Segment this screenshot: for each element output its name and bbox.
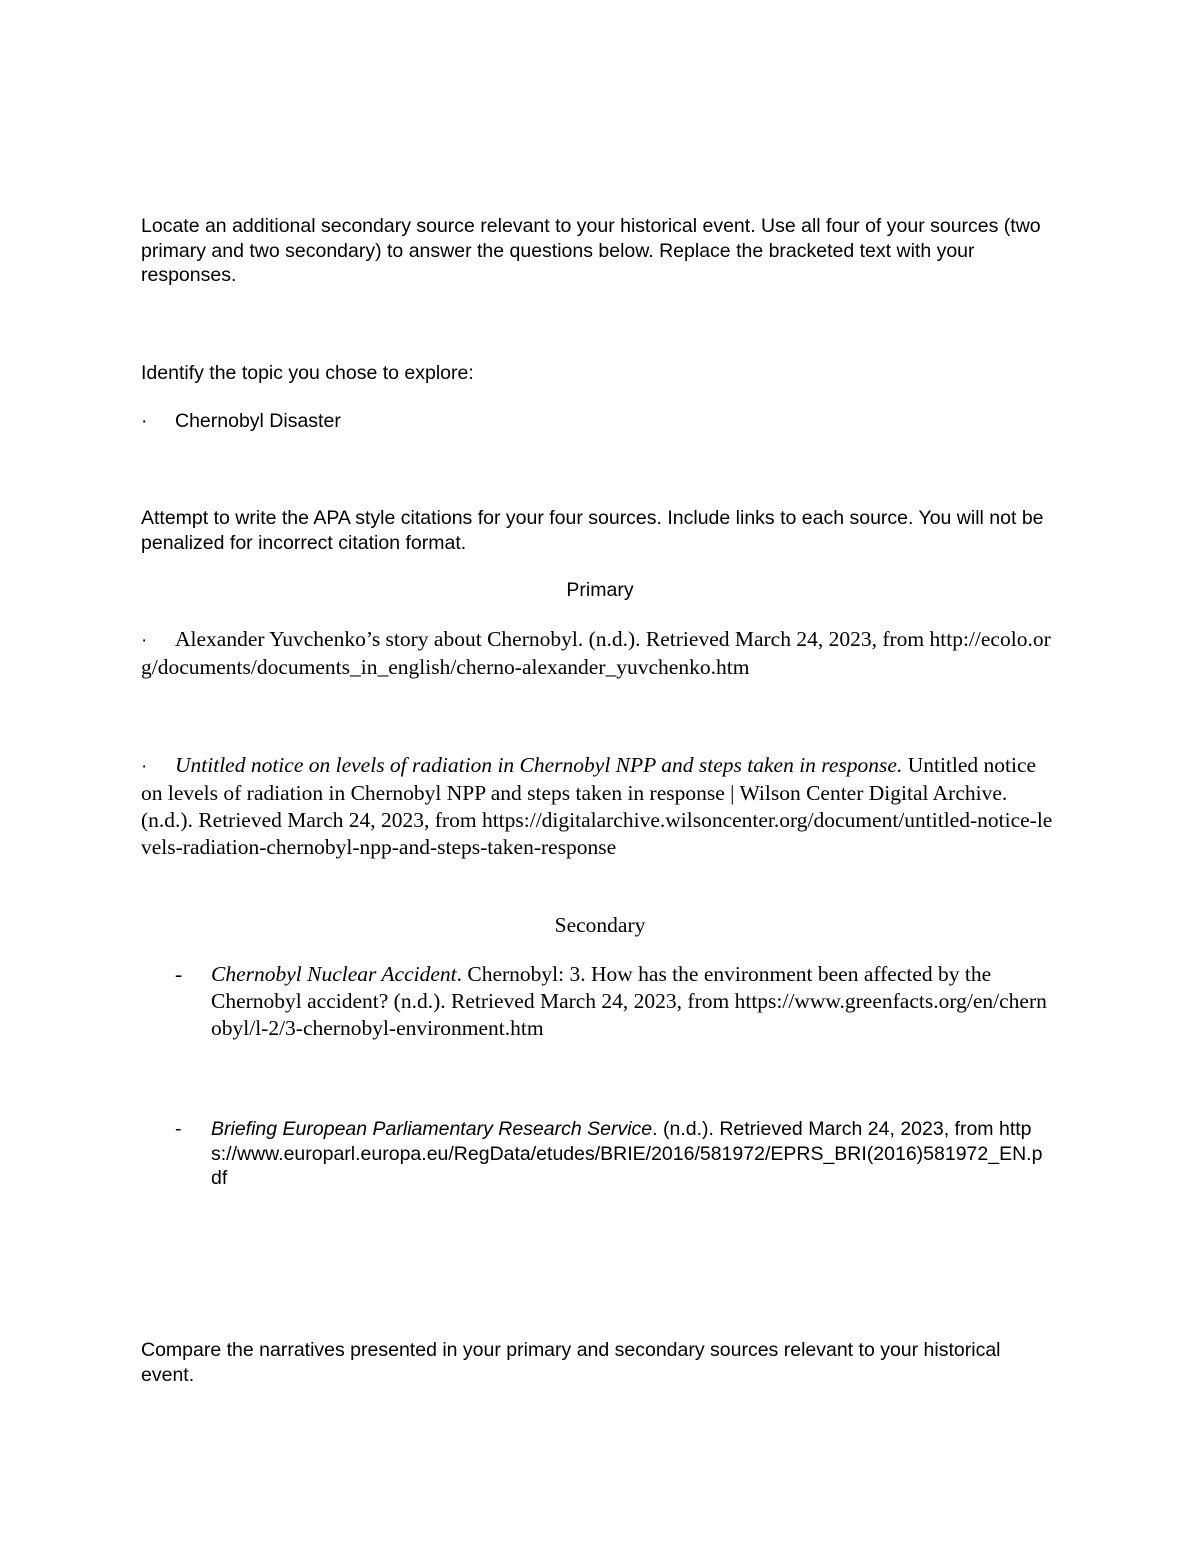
dash-marker: - [175, 962, 183, 986]
primary-citation-1-url[interactable]: http://ecolo.org/documents/documents_in_english/cherno-alexander_yuvchenko.htm [141, 627, 1051, 679]
bullet-dot: · [141, 410, 148, 432]
compare-prompt: Compare the narratives presented in your primary and secondary sources relevant to your historical event. [141, 1339, 1001, 1386]
dash-marker: - [175, 1118, 182, 1140]
secondary-citation-2-title: Briefing European Parliamentary Research Service [211, 1118, 653, 1140]
topic-prompt: Identify the topic you chose to explore: [141, 362, 474, 384]
bullet-dot: · [141, 630, 148, 651]
primary-citation-2-text: Untitled notice on levels of radiation in Chernobyl NPP and steps taken in response | Wilson Center Digital Archive. (n.d.). Retrieved March 24, 2023, from [141, 753, 1037, 832]
secondary-citation-1-url[interactable]: https://www.greenfacts.org/en/chernobyl/l-2/3-chernobyl-environment.htm [211, 989, 1047, 1040]
secondary-citation-2-text: . (n.d.). Retrieved March 24, 2023, from [652, 1118, 994, 1140]
secondary-citation-2 [175, 1117, 1050, 1191]
citations-prompt: Attempt to write the APA style citations for your four sources. Include links to each source. You will not be penalized for incorrect citation format. [141, 507, 1044, 554]
primary-citation-1 [141, 626, 1066, 681]
bullet-dot: · [141, 756, 148, 777]
topic-answer-item [141, 409, 1066, 434]
secondary-citation-1-title: Chernobyl Nuclear Accident [211, 962, 457, 986]
secondary-citation-1 [175, 961, 1055, 1042]
secondary-citation-1-text: . Chernobyl: 3. How has the environment been affected by the Chernobyl accident? (n.d.). Retrieved March 24, 2023, from [211, 962, 992, 1013]
topic-answer: Chernobyl Disaster [175, 410, 341, 432]
secondary-heading: Secondary [554, 913, 646, 937]
primary-heading: Primary [566, 579, 634, 601]
primary-citation-2 [141, 752, 1061, 861]
primary-citation-1-text: Alexander Yuvchenko’s story about Chernobyl. (n.d.). Retrieved March 24, 2023, from [175, 627, 925, 651]
primary-citation-2-title: Untitled notice on levels of radiation in Chernobyl NPP and steps taken in response. [175, 753, 903, 777]
primary-citation-2-url[interactable]: https://digitalarchive.wilsoncenter.org/document/untitled-notice-levels-radiation-chernobyl-npp-and-steps-taken-response [141, 808, 1053, 859]
intro-paragraph: Locate an additional secondary source relevant to your historical event. Use all four of your sources (two primary and two secondary) to answer the questions below. Replace the bracketed text with your responses. [141, 215, 1041, 286]
secondary-citation-2-url[interactable]: https://www.europarl.europa.eu/RegData/etudes/BRIE/2016/581972/EPRS_BRI(2016)581972_EN.pdf [211, 1118, 1043, 1189]
